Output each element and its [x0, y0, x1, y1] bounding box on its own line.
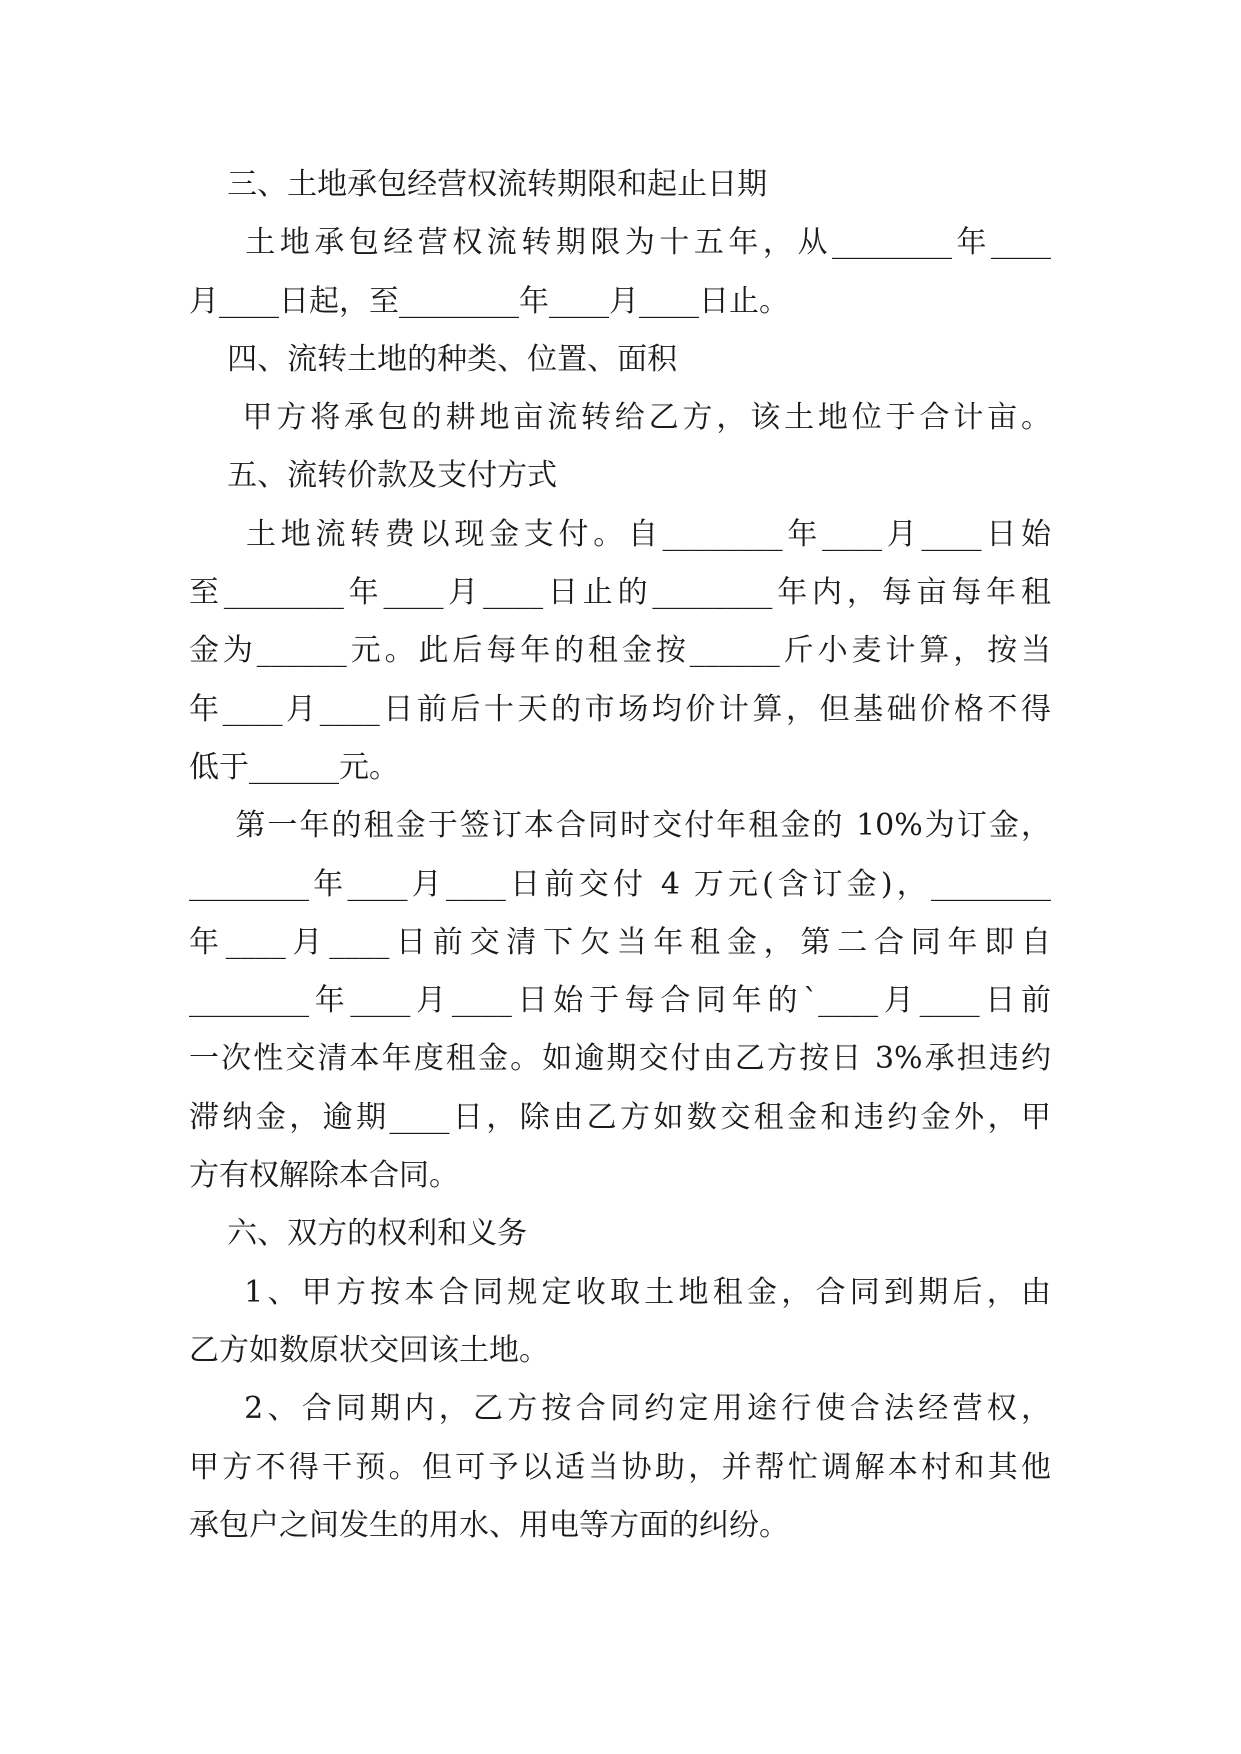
text-line: 乙方如数原状交回该土地。	[189, 1332, 549, 1368]
text-line: 六、双方的权利和义务	[189, 1216, 528, 1252]
text-line: 2、合同期内，乙方按合同约定用途行使合法经营权，	[189, 1391, 1051, 1427]
text-line: 土地承包经营权流转期限为十五年，从________年____	[189, 225, 1051, 261]
text-line: 年____月____日前交清下欠当年租金，第二合同年即自	[189, 924, 1051, 960]
text-line: 五、流转价款及支付方式	[189, 458, 558, 494]
text-line: 至________年____月____日止的________年内，每亩每年租	[189, 575, 1051, 611]
text-line: ________年____月____日始于每合同年的`____月____日前	[189, 983, 1051, 1019]
text-line: 1、甲方按本合同规定收取土地租金，合同到期后，由	[189, 1274, 1051, 1310]
text-line: 一次性交清本年度租金。如逾期交付由乙方按日 3%承担违约	[189, 1041, 1051, 1077]
text-line: 甲方将承包的耕地亩流转给乙方，该土地位于合计亩。	[189, 400, 1051, 436]
text-line: 三、土地承包经营权流转期限和起止日期	[189, 167, 768, 202]
text-line: 四、流转土地的种类、位置、面积	[189, 341, 678, 377]
text-line: 土地流转费以现金支付。自________年____月____日始	[189, 516, 1051, 552]
text-line: 年____月____日前后十天的市场均价计算，但基础价格不得	[189, 691, 1051, 727]
text-line: 方有权解除本合同。	[189, 1158, 459, 1194]
document-body	[189, 156, 1051, 1555]
text-line: 滞纳金，逾期____日，除由乙方如数交租金和违约金外，甲	[189, 1099, 1051, 1135]
text-line: ________年____月____日前交付 4 万元(含订金)，________	[189, 866, 1051, 902]
text-line: 月____日起，至________年____月____日止。	[189, 283, 789, 319]
text-line: 第一年的租金于签订本合同时交付年租金的 10%为订金，	[189, 808, 1051, 844]
text-line: 甲方不得干预。但可予以适当协助，并帮忙调解本村和其他	[189, 1449, 1051, 1485]
text-line: 承包户之间发生的用水、用电等方面的纠纷。	[189, 1507, 789, 1543]
text-line: 低于______元。	[189, 749, 399, 785]
text-line: 金为______元。此后每年的租金按______斤小麦计算，按当	[189, 633, 1051, 669]
